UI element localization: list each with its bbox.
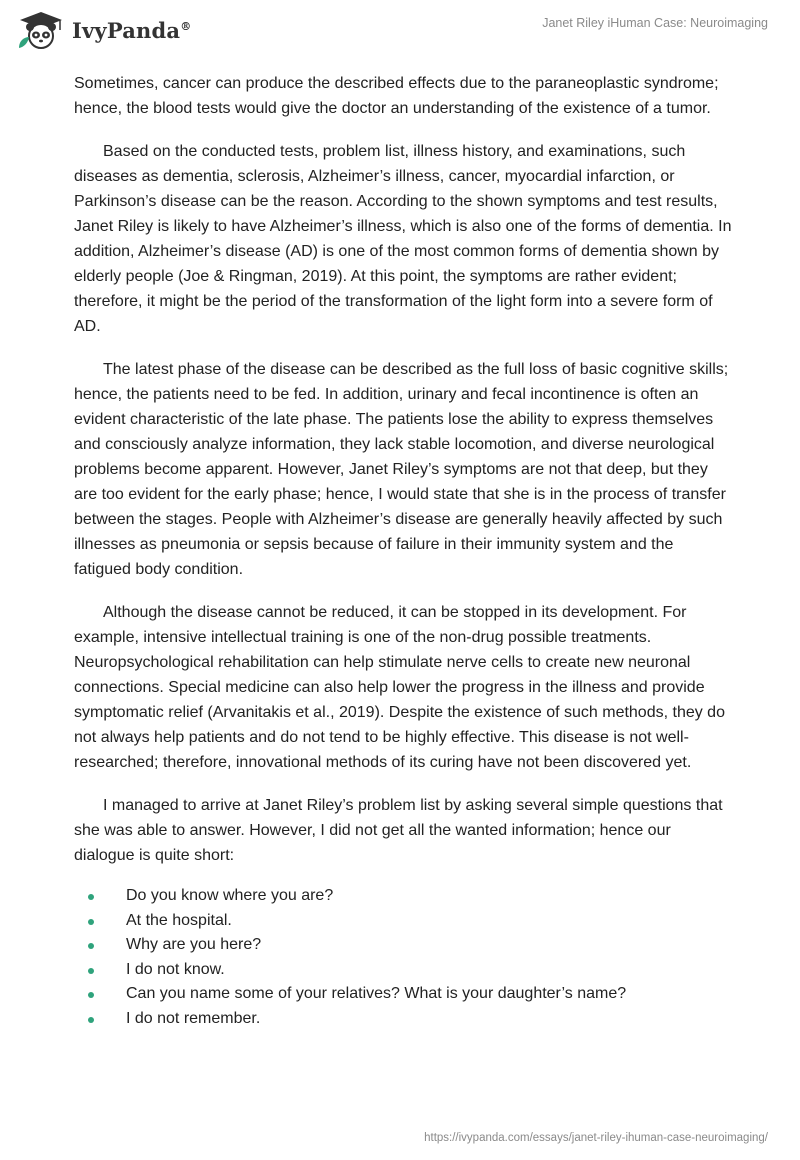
page-header xyxy=(0,0,800,62)
document-title: Janet Riley iHuman Case: Neuroimaging xyxy=(542,16,768,30)
paragraph: The latest phase of the disease can be described as the full loss of basic cognitive skills; hence, the patients need to be fed. In addition, urinary and fecal incontinence is often an evident characteristic of the late phase. The patients lose the ability to express themselves and consciously analyze information, they lack stable locomotion, and diverse neurological problems become apparent. However, Janet Riley’s symptoms are not that deep, but they are too evident for the early phase; hence, I would state that she is in the process of transfer between the stages. People with Alzheimer’s disease are generally heavily affected by such illnesses as pneumonia or sepsis because of failure in their immunity system and the fatigued body condition. xyxy=(74,361,729,578)
bullet-icon xyxy=(88,1017,94,1023)
paragraph: Sometimes, cancer can produce the described effects due to the paraneoplastic syndrome; hence, the blood tests would give the doctor an understanding of the existence of a tumor. xyxy=(74,75,719,117)
brand-name: IvyPanda® xyxy=(72,17,192,43)
paragraph: Based on the conducted tests, problem list, illness history, and examinations, such diseases as dementia, sclerosis, Alzheimer’s illness, cancer, myocardial infarction, or Parkinson’s disease can be the reason. According to the shown symptoms and test results, Janet Riley is likely to have Alzheimer’s illness, which is also one of the forms of dementia. In addition, Alzheimer’s disease (AD) is one of the most common forms of dementia shown by elderly people (Joe & Ringman, 2019). At this point, the symptoms are rather evident; therefore, it might be the period of the transformation of the light form into a severe form of AD. xyxy=(74,143,732,335)
paragraph: Although the disease cannot be reduced, it can be stopped in its development. For example, intensive intellectual training is one of the non-drug possible treatments. Neuropsychological rehabilitation can help stimulate nerve cells to create new neuronal connections. Special medicine can also help lower the progress in the illness and provide symptomatic relief (Arvanitakis et al., 2019). Despite the existence of such methods, they do not always help patients and do not tend to be highly effective. This disease is not well-researched; therefore, innovational methods of its curing have not been discovered yet. xyxy=(74,604,725,771)
bullet-icon xyxy=(88,943,94,949)
list-item-text: At the hospital. xyxy=(126,911,232,929)
bullet-icon xyxy=(88,992,94,998)
paragraph: I managed to arrive at Janet Riley’s problem list by asking several simple questions that she was able to answer. However, I did not get all the wanted information; hence our dialogue is quite short: xyxy=(74,797,723,864)
list-item-text: Why are you here? xyxy=(126,936,262,953)
list-item xyxy=(74,982,734,1007)
bullet-icon xyxy=(88,894,94,900)
panda-graduate-logo-icon xyxy=(16,10,66,50)
bullet-icon xyxy=(88,919,94,925)
list-item-text: I do not know. xyxy=(126,960,225,978)
list-item xyxy=(74,933,734,958)
list-item xyxy=(74,1007,734,1032)
list-item-text: Do you know where you are? xyxy=(126,887,334,904)
source-url-link[interactable]: https://ivypanda.com/essays/janet-riley-ihuman-case-neuroimaging/ xyxy=(424,1132,768,1144)
dialogue-list xyxy=(74,884,734,1031)
registered-mark: ® xyxy=(180,19,192,33)
bullet-icon xyxy=(88,968,94,974)
ivypanda-logo[interactable] xyxy=(16,10,191,50)
list-item-text: I do not remember. xyxy=(126,1009,261,1027)
essay-body xyxy=(74,71,734,1031)
list-item xyxy=(74,884,734,909)
list-item-text: Can you name some of your relatives? What is your daughter’s name? xyxy=(126,985,627,1002)
list-item xyxy=(74,958,734,983)
list-item xyxy=(74,909,734,934)
